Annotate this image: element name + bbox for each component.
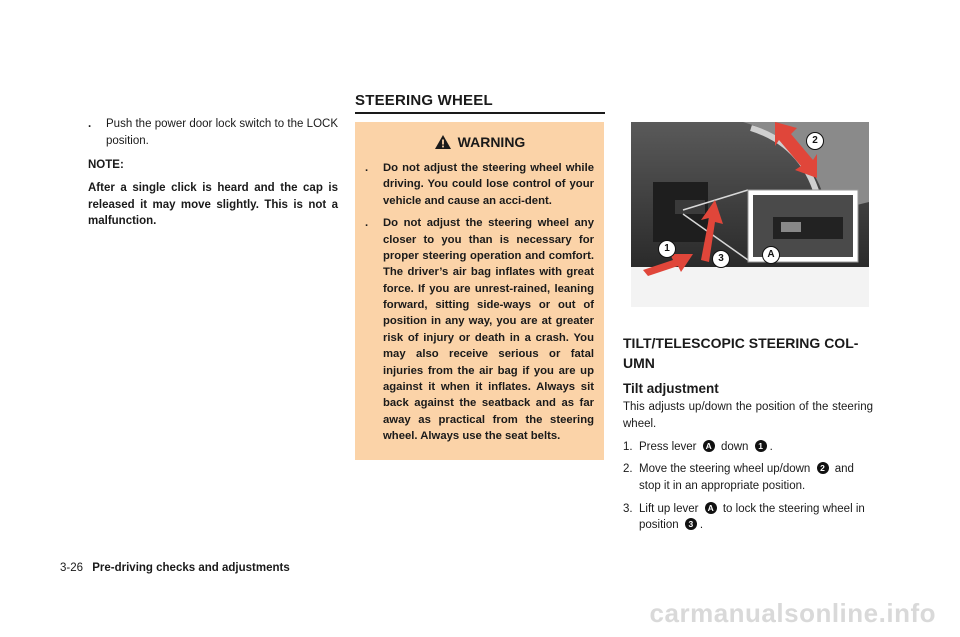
step-one-icon: 1 bbox=[755, 440, 767, 452]
sub-subsection-title: Tilt adjustment bbox=[623, 381, 719, 397]
step-text: down bbox=[720, 440, 749, 453]
warning-box bbox=[355, 122, 604, 460]
warning-triangle-icon bbox=[434, 134, 452, 150]
warning-item-text: Do not adjust the steering wheel while driving. You could lose control of your vehicle and cause an acci-dent. bbox=[383, 162, 594, 207]
step-text: . bbox=[769, 440, 773, 453]
warning-heading bbox=[365, 134, 594, 150]
page-footer bbox=[60, 562, 290, 574]
section-title: STEERING WHEEL bbox=[355, 92, 605, 114]
step-two-icon: 2 bbox=[817, 462, 829, 474]
bullet-text: Push the power door lock switch to the LOCK position. bbox=[106, 118, 338, 147]
label-three-icon: 3 bbox=[712, 250, 730, 268]
note-body: After a single click is heard and the cap is released it may move slightly. This is not a malfunction. bbox=[88, 182, 338, 228]
step-text: Press lever bbox=[639, 440, 697, 453]
right-column bbox=[623, 122, 873, 534]
bullet-mark: . bbox=[88, 118, 92, 130]
warning-item bbox=[365, 215, 594, 444]
footer-section-name: Pre-driving checks and adjustments bbox=[92, 562, 290, 574]
step-text: Move the steering wheel up/down bbox=[639, 463, 811, 476]
lever-a-icon: A bbox=[703, 440, 715, 452]
step-text: to lock the steering wheel in position bbox=[639, 502, 865, 532]
warning-item-text: Do not adjust the steering wheel any closer to you than is necessary for proper steering operation and comfort. The driver’s air bag inflates with great force. If you are unrest-rained, leaning forward, sitting side-ways or out of position in any way, you are at greater risk of injury or death in a crash. You may also receive serious or fatal injuries from the air bag if you are up against it when it inflates. Always sit back against the seatback and as far away as practical from the steering wheel. Always use the seat belts. bbox=[383, 217, 594, 442]
step-number: 3. bbox=[623, 502, 633, 515]
bullet-mark: . bbox=[365, 162, 369, 174]
step-text: Lift up lever bbox=[639, 502, 699, 515]
label-two-icon: 2 bbox=[806, 132, 824, 150]
watermark: carmanualsonline.info bbox=[649, 598, 936, 628]
step-number: 1. bbox=[623, 440, 633, 453]
page-number: 3-26 bbox=[60, 562, 84, 574]
list-item bbox=[88, 116, 338, 149]
step-text: and stop it in an appropriate position. bbox=[639, 463, 854, 492]
lever-a-icon: A bbox=[705, 502, 717, 514]
left-column bbox=[88, 116, 338, 230]
list-item bbox=[623, 439, 873, 456]
bullet-mark: . bbox=[365, 217, 369, 230]
list-item bbox=[623, 461, 873, 494]
steering-column-figure bbox=[623, 122, 869, 307]
warning-item bbox=[365, 160, 594, 209]
step-three-icon: 3 bbox=[685, 518, 697, 530]
note-heading: NOTE: bbox=[88, 159, 124, 172]
middle-column bbox=[355, 92, 605, 460]
warning-title: WARNING bbox=[457, 134, 526, 150]
label-a-icon: A bbox=[762, 246, 780, 264]
subsection-title: TILT/TELESCOPIC STEERING COL-UMN bbox=[623, 335, 859, 371]
step-text: . bbox=[699, 519, 704, 532]
label-one-icon: 1 bbox=[658, 240, 676, 258]
step-number: 2. bbox=[623, 463, 633, 476]
intro-text: This adjusts up/down the position of the steering wheel. bbox=[623, 401, 873, 430]
list-item bbox=[623, 501, 873, 534]
steering-lever-illustration bbox=[623, 122, 869, 307]
